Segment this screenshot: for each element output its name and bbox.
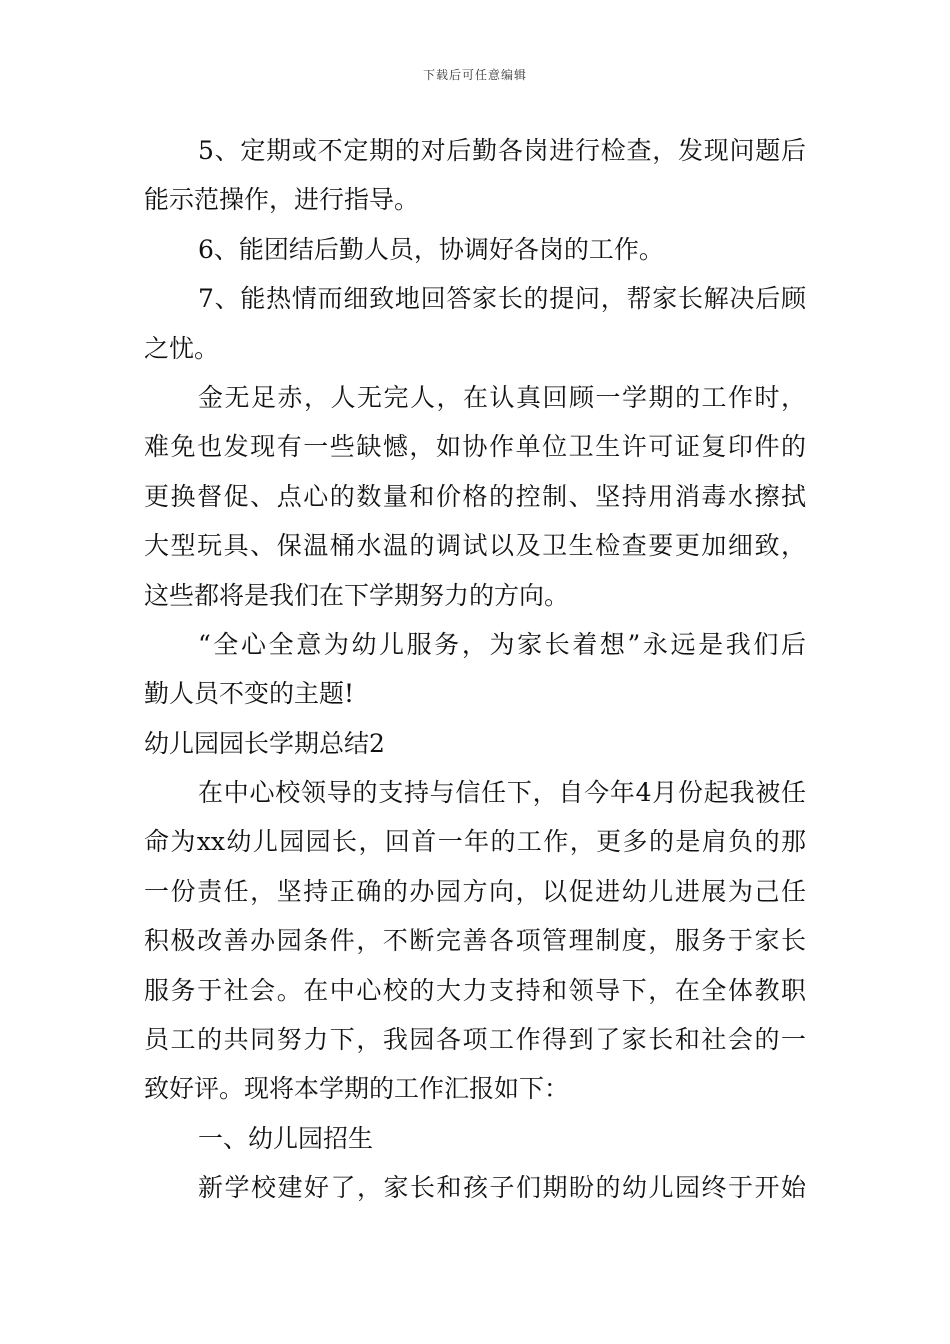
text-line: 之忧。	[144, 333, 220, 363]
text-line: 这些都将是我们在下学期努力的方向。	[144, 580, 570, 610]
text-line: “全心全意为幼儿服务，为家长着想”永远是我们后	[198, 629, 806, 659]
text-line: 在中心校领导的支持与信任下，自今年4月份起我被任	[198, 778, 806, 808]
text-line: 一份责任，坚持正确的办园方向，以促进幼儿进展为己任	[144, 876, 806, 906]
text-line: 能示范操作，进行指导。	[144, 185, 420, 215]
text-line: 更换督促、点心的数量和价格的控制、坚持用消毒水擦拭	[144, 481, 806, 511]
text-line: 6、能团结后勤人员，协调好各岗的工作。	[198, 234, 664, 264]
text-line: 命为xx幼儿园园长，回首一年的工作，更多的是肩负的那	[144, 827, 806, 857]
text-line: 勤人员不变的主题!	[144, 679, 355, 709]
text-line: 7、能热情而细致地回答家长的提问，帮家长解决后顾	[198, 284, 806, 314]
text-line: 难免也发现有一些缺憾，如协作单位卫生许可证复印件的	[144, 432, 806, 462]
document-body	[144, 126, 806, 1213]
text-line: 致好评。现将本学期的工作汇报如下：	[144, 1074, 570, 1104]
text-line: 服务于社会。在中心校的大力支持和领导下，在全体教职	[144, 975, 806, 1005]
text-line: 新学校建好了，家长和孩子们期盼的幼儿园终于开始	[198, 1173, 806, 1203]
page-header: 下载后可任意编辑	[422, 68, 527, 82]
text-line: 金无足赤，人无完人，在认真回顾一学期的工作时，	[198, 382, 806, 412]
subsection-heading: 一、幼儿园招生	[198, 1123, 374, 1153]
text-line: 员工的共同努力下，我园各项工作得到了家长和社会的一	[144, 1025, 806, 1055]
section-title: 幼儿园园长学期总结2	[144, 728, 385, 758]
text-line: 5、定期或不定期的对后勤各岗进行检查，发现问题后	[198, 136, 806, 165]
text-line: 大型玩具、保温桶水温的调试以及卫生检查要更加细致，	[144, 531, 806, 561]
text-line: 积极改善办园条件，不断完善各项管理制度，服务于家长	[144, 926, 806, 956]
